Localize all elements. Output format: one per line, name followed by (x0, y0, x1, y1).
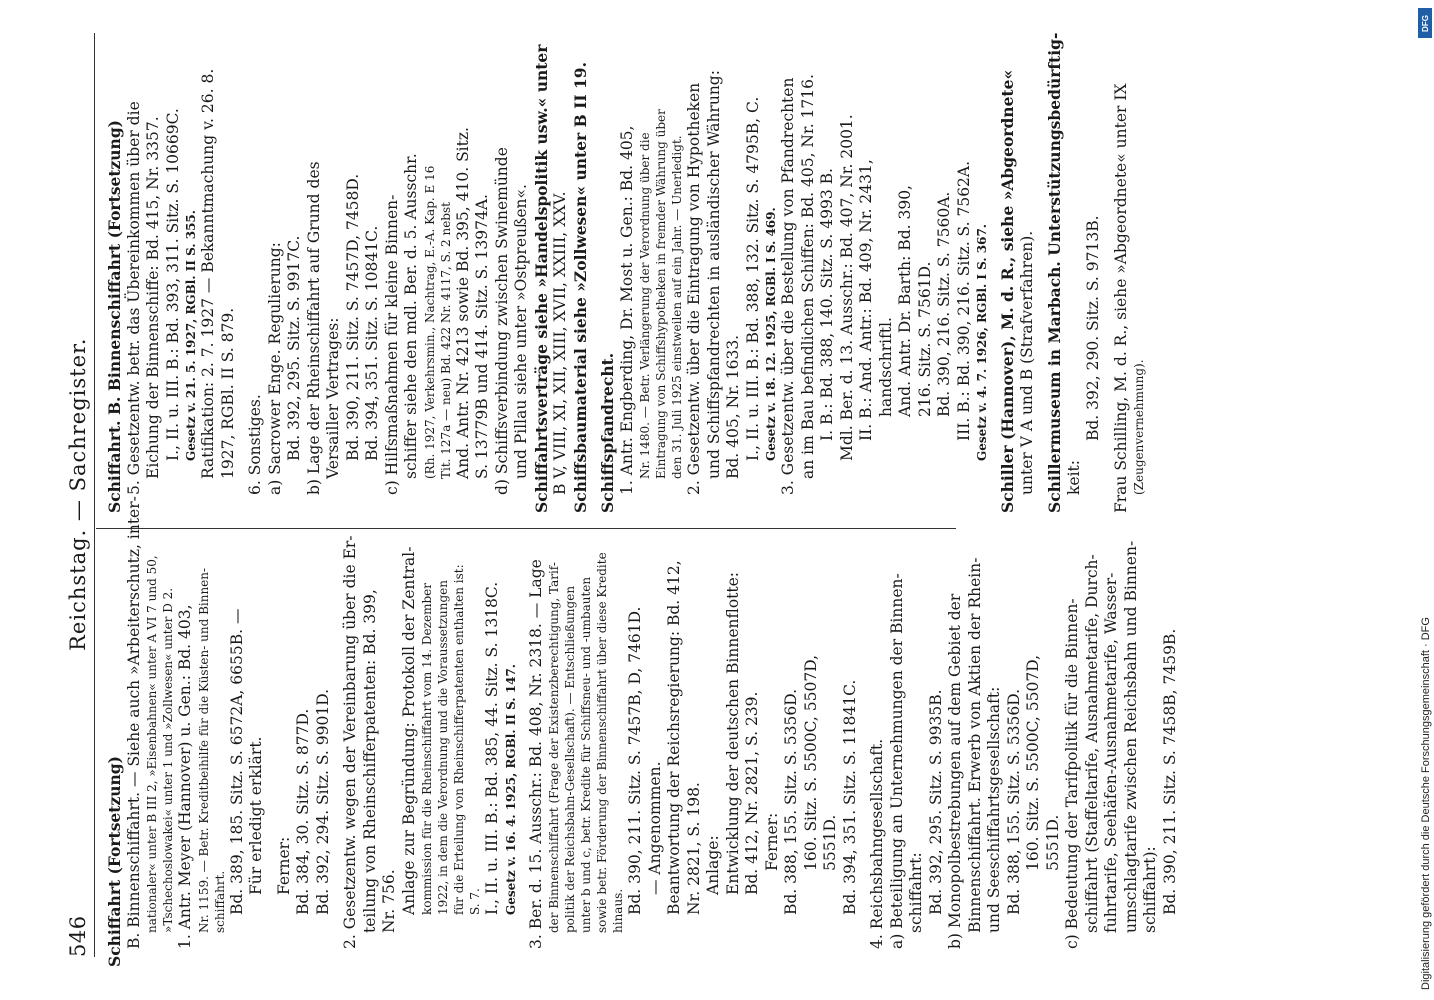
index-line: Bd. 388, 155. Sitz. S. 5356D. (782, 688, 800, 915)
index-entry-heading: Schiffahrt. B. Binnenschiffahrt (Fortsetzung) (105, 120, 124, 513)
index-line: nationaler« unter B III 2, »Eisenbahnen« unter A VI 7 und 50, (145, 555, 159, 933)
index-line: schiffahrt. (212, 870, 227, 933)
index-line: 6. Sonstiges. (246, 394, 264, 495)
index-line: Tit. 127a — neu) Bd. 422 Nr. 4117, S. 2 nebst (438, 202, 453, 479)
index-line: c) Bedeutung der Tarifpolitik für die Binnen- (1063, 598, 1081, 949)
index-line: und Pillau siehe unter »Ostpreußen«. (512, 184, 530, 479)
index-line: Bd. 392, 295. Sitz. S. 9917C. (285, 235, 303, 461)
digitization-credit: Digitalisierung gefördert durch die Deutsche Forschungsgemeinschaft · DFG (1420, 617, 1432, 990)
index-line: Gesetz v. 18. 12. 1925, RGBl. I S. 469. (764, 207, 778, 461)
index-line: Entwicklung der deutschen Binnenflotte: (723, 571, 742, 895)
index-line: III. B.: Bd. 390, 216. Sitz. S. 7562A. (954, 160, 973, 441)
index-line: And. Antr. Dr. Barth: Bd. 390, (896, 185, 914, 417)
index-line: 5551D. (821, 814, 839, 871)
index-line (238, 83, 246, 513)
index-line: Beantwortung der Reichsregierung: Bd. 412, (665, 560, 683, 915)
index-line: Versailler Vertrages: (324, 317, 342, 479)
index-line: Bd. 390, 211. Sitz. S. 7457B, D, 7461D. (626, 606, 644, 915)
page-number: 546 (66, 915, 90, 957)
index-line: Bd. 390, 216. Sitz. S. 7560A. (935, 191, 953, 417)
index-line: Gesetz v. 16. 4. 1925, RGBl. II S. 147. (503, 664, 518, 915)
index-line: Bd. 394, 351. Sitz. S. 10841C. (363, 225, 381, 461)
index-line: und Seeschiffahrtsgesellschaft: (985, 686, 1003, 933)
index-line: 1. Antr. Engberding, Dr. Most u. Gen.: Bd. 405, (617, 125, 636, 495)
index-entry-heading: Schiffahrtsverträge siehe »Handelspolitik usw.« unter (531, 44, 551, 513)
index-line: Mdl. Ber. d. 13. Ausschr.: Bd. 407, Nr. 2001. (837, 114, 856, 461)
index-line: 1922, in dem die Verordnung und die Voraussetzungen (436, 579, 450, 915)
index-line: 4. Reichsbahngesellschaft. (868, 738, 886, 949)
index-entry-heading: Schillermuseum in Marbach. Unterstützungsbedürftig- (1045, 32, 1064, 513)
index-line: unter b und c, betr. Kredite für Schiffsneu- und -umbauten (579, 576, 593, 933)
index-line: Binnenschiffahrt. Erwerb von Aktien der Rhein- (965, 557, 984, 933)
index-line: keit: (1064, 460, 1083, 495)
index-line: Gesetz v. 4. 7. 1926, RGBl. I S. 367. (975, 224, 989, 461)
index-line: b) Monopolbestrebungen auf dem Gebiet der (946, 593, 964, 949)
index-line: 1. Antr. Meyer (Hannover) u. Gen.: Bd. 403, (176, 604, 194, 949)
index-line: fuhrtarife, Seehäfen-Ausnahmetarife, Wasser- (1102, 572, 1120, 933)
running-head (64, 33, 92, 957)
index-line: (Zeugenvernehmung). (1132, 359, 1146, 495)
index-line (267, 537, 275, 967)
index-line (590, 83, 598, 513)
index-line: — Angenommen. (645, 761, 664, 895)
index-line: Eintragung von Schiffshypotheken in fremder Währung über (654, 109, 668, 479)
index-line: And. Antr. Nr. 4213 sowie Bd. 395, 410. Sitz. (453, 127, 472, 479)
index-line: B V, VIII, XI, XII, XIII, XVII, XXIII, XXV. (551, 191, 569, 495)
column-divider (96, 528, 956, 529)
index-line (519, 537, 527, 967)
index-line: der Binnenschiffahrt (Frage der Existenzberechtigung, Tarif- (547, 562, 561, 933)
index-line: 1927, RGBl. II S. 879. (218, 307, 237, 479)
index-line: 160. Sitz. S. 5500C, 5507D, (801, 654, 820, 871)
index-line: I., II. u. III. B.: Bd. 388, 132. Sitz. S. 4795B, C. (743, 96, 762, 461)
index-line: Bd. 390, 211. Sitz. S. 7457D, 7458D. (343, 173, 362, 461)
index-line: Bd. 388, 155. Sitz. S. 5356D. (1004, 688, 1023, 915)
index-line: Bd. 412, Nr. 2821, S. 239. (743, 691, 761, 895)
index-line: schiffahrt: (907, 852, 925, 933)
index-line: hinaus. (611, 888, 625, 933)
index-line: c) Hilfsmaßnahmen für kleine Binnen- (382, 194, 401, 495)
index-line: Nr. 1159. — Betr. Kreditbeihilfe für die Küsten- und Binnen- (196, 567, 211, 933)
index-line: unter V A und B (Strafverfahren). (1017, 230, 1036, 495)
index-line: 2. Gesetzentw. wegen der Vereinbarung über die Er- (341, 535, 359, 949)
index-line: 216. Sitz. S. 7561D. (915, 261, 934, 417)
index-line: umschlagtarife zwischen Reichsbahn und Binnen- (1121, 540, 1140, 933)
index-line: Bd. 392, 295. Sitz. S. 9935B. (926, 689, 945, 915)
index-line (860, 537, 868, 967)
index-line: Für erledigt erklärt. (247, 736, 265, 895)
index-line: Nr. 756. (380, 869, 398, 933)
index-line: (Rh. 1927, Verkehrsmin., Nachtrag, E.-A. Kap. E 16 (422, 165, 437, 479)
index-line: 160. Sitz. S. 5500C, 5507D, (1024, 654, 1042, 871)
index-line: II. B.: And. Antr.: Bd. 409, Nr. 2431, (857, 159, 875, 441)
index-line: schiffahrt): (1141, 846, 1159, 933)
index-line: Bd. 394, 351. Sitz. S. 11841C. (840, 679, 859, 915)
index-line (990, 83, 998, 513)
index-line: 3. Ber. d. 15. Ausschr.: Bd. 408, Nr. 2318. — Lage (526, 559, 545, 949)
index-line: Ratifikation: 2. 7. 1927 — Bekanntmachung v. 26. 8. (199, 68, 217, 479)
index-line: 2. Gesetzentw. über die Eintragung von Hypotheken (685, 82, 703, 495)
index-entry-heading: Schiller (Hannover), M. d. R., siehe »Abgeordnete« (998, 69, 1017, 513)
index-line: 5551D. (1043, 814, 1062, 871)
index-line (1037, 83, 1045, 513)
index-line: Bd. 392, 290. Sitz. S. 9713B. (1084, 215, 1102, 441)
running-title: Reichstag. — Sachregister. (66, 337, 90, 651)
index-entry-heading: Schiffahrt (Fortsetzung) (105, 756, 124, 967)
index-line: Gesetz v. 21. 5. 1927, RGBl. II S. 355. (184, 210, 198, 461)
index-line: den 31. Juli 1925 einstweilen auf ein Jahr. — Unerledigt. (670, 135, 684, 479)
index-line (1104, 83, 1112, 513)
index-line: Anlage zur Begründung: Protokoll der Zentral- (399, 546, 418, 915)
index-line: I., II. u. III. B.: Bd. 385, 44. Sitz. S. 1318C. (483, 581, 501, 915)
index-line: a) Beteiligung an Unternehmungen der Binnen- (887, 573, 906, 949)
index-line: Frau Schilling, M. d. R., siehe »Abgeordnete« unter IX (1111, 83, 1130, 513)
index-line: handschriftl. (876, 317, 895, 417)
index-line: 3. Gesetzentw. über die Bestellung von Pfandrechten (779, 77, 797, 495)
index-line: Nr. 2821, S. 198. (684, 782, 703, 915)
index-line: Eichung der Binnenschiffe: Bd. 415, Nr. 3357. (144, 116, 162, 479)
index-entry-heading: Schiffsbaumaterial siehe »Zollwesen« unter B II 19. (570, 62, 590, 513)
index-line: B. Binnenschiffahrt. — Siehe auch »Arbeiterschutz, inter- (124, 496, 143, 949)
index-line: S. 7. (468, 888, 482, 915)
index-line: b) Lage der Rheinschiffahrt auf Grund des (304, 161, 323, 495)
index-line: Ferner: (762, 812, 781, 871)
index-line: und Schiffspfandrechten in ausländischer Währung: (704, 70, 723, 479)
index-line: politik der Reichsbahn-Gesellschaft). — Entschließungen (563, 585, 577, 933)
index-line: 5. Gesetzentw. betr. das Übereinkommen über die (124, 101, 143, 495)
index-line: S. 13779B und 414. Sitz. S. 13974A. (473, 194, 491, 479)
index-line: Bd. 405, Nr. 1633. (724, 334, 742, 479)
index-line: schiffahrt (Staffeltarife, Ausnahmetarife, Durch- (1082, 554, 1101, 933)
index-line: Anlage: (704, 835, 722, 895)
index-entry-heading: Schiffspfandrecht. (598, 352, 617, 513)
index-line: Bd. 389, 185. Sitz. S. 6572A, 6655B. — (227, 608, 246, 915)
index-line: a) Sacrower Enge. Regulierung: (265, 242, 284, 495)
index-line: für die Erteilung von Rheinschifferpatenten enthalten ist: (452, 564, 466, 915)
left-column (105, 496, 1180, 967)
index-line: schiffer siehe den mdl. Ber. d. 5. Ausschr. (402, 153, 420, 479)
index-line: I., II. u. III. B.: Bd. 393, 311. Sitz. S. 10669C. (163, 108, 182, 461)
index-line: Bd. 384, 30. Sitz. S. 877D. (294, 708, 312, 915)
index-line: d) Schiffsverbindung zwischen Swinemünde (492, 147, 511, 495)
index-line: Ferner: (274, 836, 293, 895)
index-line (333, 537, 341, 967)
index-line: teilung von Rheinschifferpatenten: Bd. 399, (360, 589, 379, 933)
index-line: I. B.: Bd. 388, 140. Sitz. S. 4993 B. (818, 168, 836, 441)
header-rule (94, 33, 95, 957)
index-line: »Tschechoslowakei« unter 1 und »Zollwesen« unter D 2. (161, 587, 175, 933)
index-line: Nr. 1480. — Betr. Verlängerung der Verordnung über die (638, 132, 652, 479)
dfg-logo-icon: DFG (1418, 8, 1432, 38)
index-line: kommission für die Rheinschiffahrt vom 14. Dezember (420, 583, 434, 915)
index-line: sowie betr. Förderung der Binnenschiffahrt über diese Kredite (595, 552, 609, 933)
right-column (105, 32, 1147, 513)
index-line: Bd. 392, 294. Sitz. S. 9901D. (313, 688, 332, 915)
index-line: Bd. 390, 211. Sitz. S. 7458B, 7459B. (1160, 628, 1179, 915)
index-line: an im Bau befindlichen Schiffen: Bd. 405, Nr. 1716. (798, 74, 817, 479)
scanned-page (50, 15, 1434, 975)
